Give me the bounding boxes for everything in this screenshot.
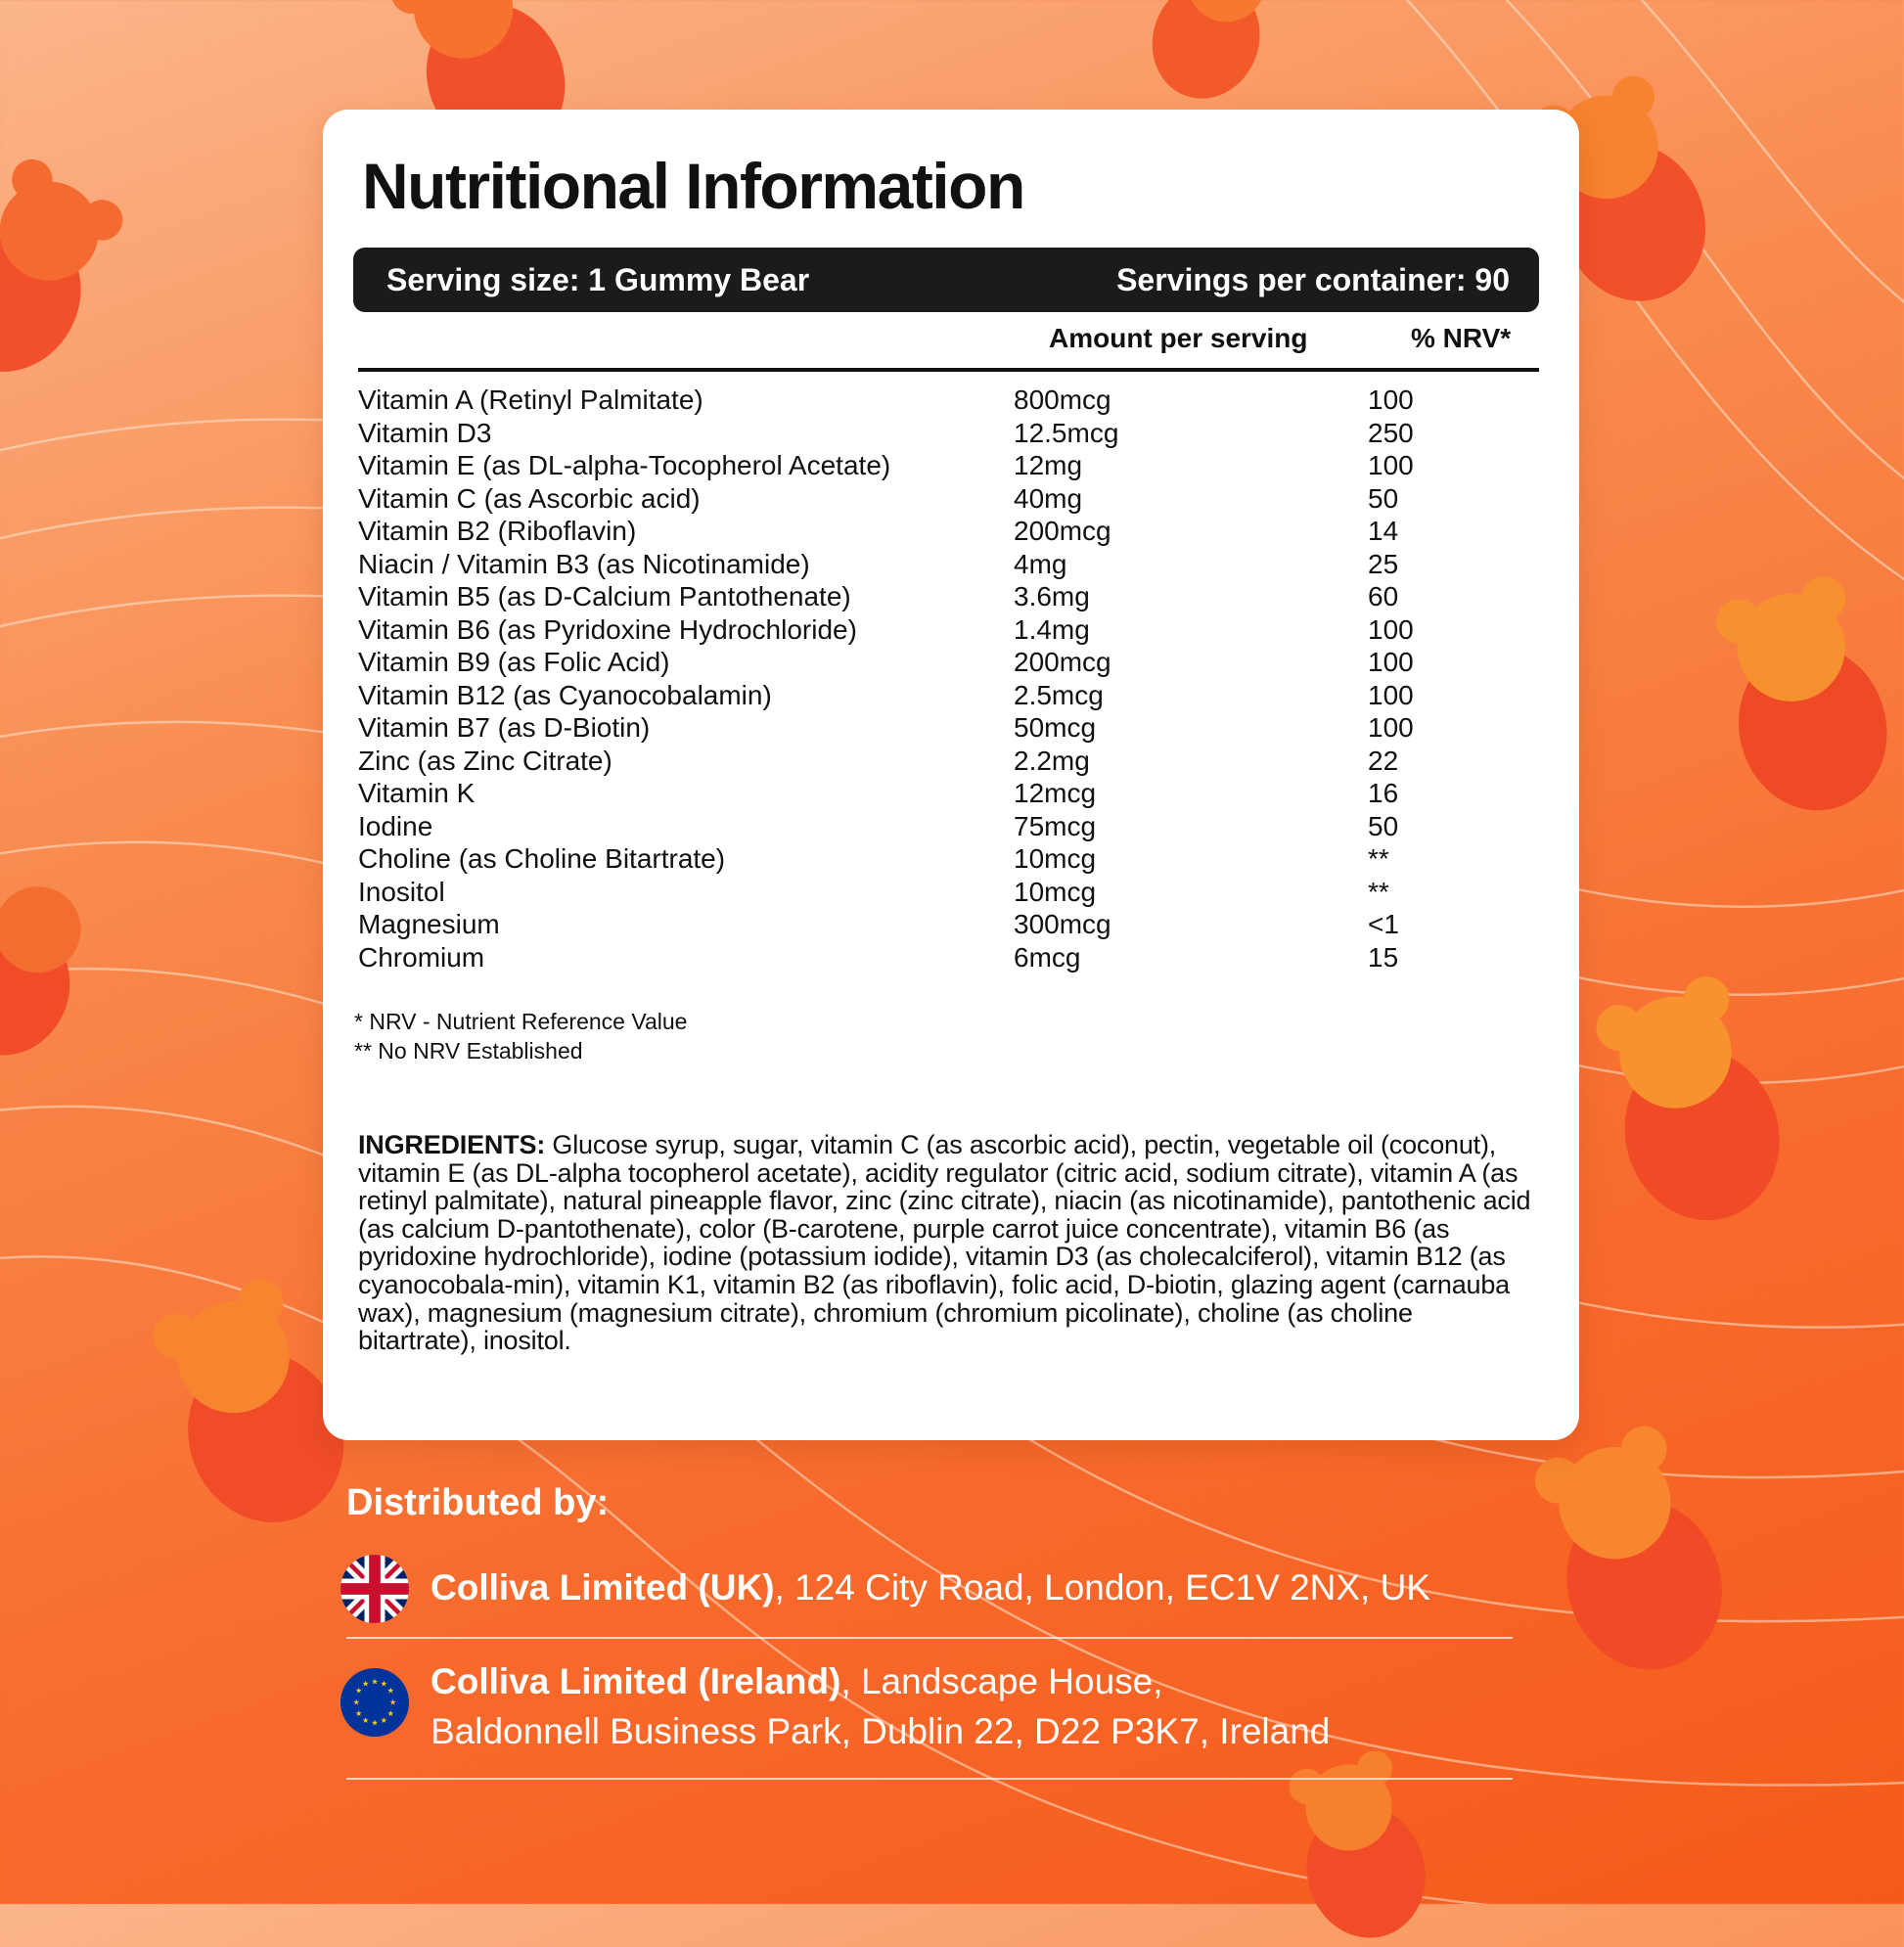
nutrient-name: Vitamin B9 (as Folic Acid)	[358, 647, 670, 677]
amount-value: 12mcg	[1014, 778, 1097, 808]
eu-flag-icon	[340, 1668, 409, 1737]
table-row	[358, 941, 1539, 974]
nrv-value: 14	[1368, 516, 1399, 546]
amount-value: 1.4mg	[1014, 613, 1090, 645]
nrv-value: 25	[1368, 548, 1399, 579]
svg-text:★: ★	[362, 1715, 370, 1725]
nrv-value: 50	[1368, 810, 1399, 841]
nutrient-name: Vitamin B5 (as D-Calcium Pantothenate)	[358, 581, 851, 611]
table-row	[358, 613, 1539, 647]
gummy-bear-icon	[1565, 959, 1820, 1252]
amount-value: 200mcg	[1014, 647, 1111, 677]
nrv-value: **	[1368, 876, 1389, 907]
nutrient-name: Choline (as Choline Bitartrate)	[358, 843, 726, 874]
svg-text:★: ★	[386, 1685, 394, 1696]
table-row	[358, 876, 1539, 909]
amount-value: 75mcg	[1014, 810, 1097, 841]
table-row	[358, 417, 1539, 450]
address-divider	[346, 1637, 1513, 1639]
svg-text:★: ★	[380, 1678, 387, 1689]
servings-per-container: Servings per container: 90	[1116, 261, 1510, 297]
svg-text:★: ★	[362, 1678, 370, 1689]
nrv-value: 50	[1368, 482, 1399, 514]
amount-value: 12.5mcg	[1014, 417, 1119, 448]
svg-text:★: ★	[352, 1697, 360, 1707]
amount-value: 200mcg	[1014, 516, 1111, 546]
nutrient-name: Vitamin E (as DL-alpha-Tocopherol Acetate)	[358, 450, 891, 480]
nutrient-name: Vitamin K	[358, 778, 476, 808]
ingredients-text: Glucose syrup, sugar, vitamin C (as ascorbic acid), pectin, vegetable oil (coconut), vitamin E (as DL-alpha tocopherol acetate), acidity regulator (citric acid, sodium citrate), vitamin A (as retinyl palmitate), natural pineapple flavor, zinc (zinc citrate), niacin (as nicotinamide), pantothenic acid (as calcium D-pantothenate), color (B-carotene, purple carrot juice concentrate), vitamin B6 (as pyridoxine hydrochloride), iodine (potassium iodide), vitamin D3 (as cholecalciferol), vitamin B12 (as cyanocobala-min), vitamin K1, vitamin B2 (as riboflavin), folic acid, D-biotin, glazing agent (carnauba wax), magnesium (magnesium citrate), chromium (chromium picolinate), choline (as choline bitartrate), inositol.	[358, 1130, 1531, 1356]
table-row	[358, 515, 1539, 548]
footnote: ** No NRV Established	[354, 1038, 583, 1064]
nutrient-name: Zinc (as Zinc Citrate)	[358, 745, 612, 776]
nrv-value: **	[1368, 843, 1389, 874]
ie-address-line2: Baldonnell Business Park, Dublin 22, D22 P3K7, Ireland	[431, 1711, 1331, 1751]
svg-text:★: ★	[389, 1697, 397, 1707]
nrv-value: 250	[1368, 417, 1414, 448]
ireland-address	[340, 1656, 1330, 1756]
amount-value: 10mcg	[1014, 843, 1097, 874]
amount-value: 12mg	[1014, 450, 1083, 480]
nutrient-name: Vitamin C (as Ascorbic acid)	[358, 482, 701, 514]
table-row	[358, 384, 1539, 417]
ingredients-label: INGREDIENTS:	[358, 1130, 546, 1159]
ingredients	[358, 1131, 1532, 1355]
nrv-value: 100	[1368, 679, 1414, 710]
svg-text:★: ★	[386, 1708, 394, 1718]
amount-value: 40mg	[1014, 482, 1083, 514]
serving-bar	[353, 248, 1539, 312]
footnotes	[354, 1007, 687, 1065]
serving-size: Serving size: 1 Gummy Bear	[386, 261, 810, 297]
table-row	[358, 580, 1539, 613]
gummy-bear-icon	[0, 851, 117, 1086]
panel-title: Nutritional Information	[362, 150, 1024, 222]
svg-text:★: ★	[371, 1676, 379, 1687]
nrv-value: 100	[1368, 385, 1414, 415]
amount-value: 2.5mcg	[1014, 679, 1104, 710]
table-row	[358, 449, 1539, 482]
amount-value: 4mg	[1014, 548, 1067, 579]
uk-company: Colliva Limited (UK)	[431, 1567, 775, 1607]
nutrient-name: Vitamin D3	[358, 417, 492, 448]
gummy-bear-icon	[1683, 558, 1904, 841]
table-row	[358, 842, 1539, 876]
nutrient-name: Vitamin B7 (as D-Biotin)	[358, 712, 651, 743]
nutrient-table	[358, 384, 1539, 974]
nutrition-panel	[323, 110, 1579, 1440]
amount-value: 6mcg	[1014, 941, 1081, 973]
address-divider	[346, 1778, 1513, 1780]
svg-text:★: ★	[355, 1685, 363, 1696]
gummy-bear-icon	[0, 147, 137, 401]
amount-value: 300mcg	[1014, 909, 1111, 939]
table-row	[358, 679, 1539, 712]
amount-value: 800mcg	[1014, 385, 1111, 415]
gummy-bear-icon	[1243, 1751, 1477, 1947]
svg-text:★: ★	[380, 1715, 387, 1725]
nrv-value: 100	[1368, 647, 1414, 677]
nrv-value: 100	[1368, 613, 1414, 645]
nutrient-name: Inositol	[358, 876, 445, 907]
nrv-value: <1	[1368, 909, 1399, 939]
table-row	[358, 810, 1539, 843]
nrv-value: 16	[1368, 778, 1399, 808]
table-row	[358, 908, 1539, 941]
nrv-value: 22	[1368, 745, 1399, 776]
nrv-value: 15	[1368, 941, 1399, 973]
gummy-bear-icon	[1115, 0, 1311, 108]
amount-column-header: Amount per serving	[1049, 323, 1308, 353]
nutrient-name: Vitamin B2 (Riboflavin)	[358, 516, 637, 546]
amount-value: 10mcg	[1014, 876, 1097, 907]
uk-address	[340, 1555, 1430, 1623]
table-row	[358, 777, 1539, 810]
svg-text:★: ★	[355, 1708, 363, 1718]
nutrient-name: Vitamin B12 (as Cyanocobalamin)	[358, 679, 772, 710]
header-divider	[358, 368, 1539, 372]
gummy-bear-icon	[1507, 1409, 1761, 1702]
svg-text:★: ★	[371, 1717, 379, 1728]
nrv-value: 100	[1368, 450, 1414, 480]
nutrient-name: Chromium	[358, 941, 485, 973]
uk-address-text: , 124 City Road, London, EC1V 2NX, UK	[774, 1567, 1431, 1607]
nrv-value: 100	[1368, 712, 1414, 743]
table-row	[358, 711, 1539, 745]
nutrient-name: Vitamin A (Retinyl Palmitate)	[358, 385, 703, 415]
footnote: * NRV - Nutrient Reference Value	[354, 1009, 688, 1034]
nutrient-name: Niacin / Vitamin B3 (as Nicotinamide)	[358, 548, 810, 579]
nutrient-name: Iodine	[358, 810, 433, 841]
distributed-by-title: Distributed by:	[346, 1482, 610, 1523]
ie-address-line1: , Landscape House,	[840, 1661, 1163, 1701]
nrv-value: 60	[1368, 581, 1399, 611]
table-row	[358, 646, 1539, 679]
ie-company: Colliva Limited (Ireland)	[431, 1661, 841, 1701]
amount-value: 2.2mg	[1014, 745, 1090, 776]
nrv-column-header: % NRV*	[1411, 323, 1512, 353]
amount-value: 3.6mg	[1014, 581, 1090, 611]
table-row	[358, 482, 1539, 516]
nutrient-name: Vitamin B6 (as Pyridoxine Hydrochloride)	[358, 613, 857, 645]
table-row	[358, 745, 1539, 778]
amount-value: 50mcg	[1014, 712, 1097, 743]
nutrient-name: Magnesium	[358, 909, 500, 939]
uk-flag-icon	[340, 1555, 409, 1623]
table-row	[358, 548, 1539, 581]
